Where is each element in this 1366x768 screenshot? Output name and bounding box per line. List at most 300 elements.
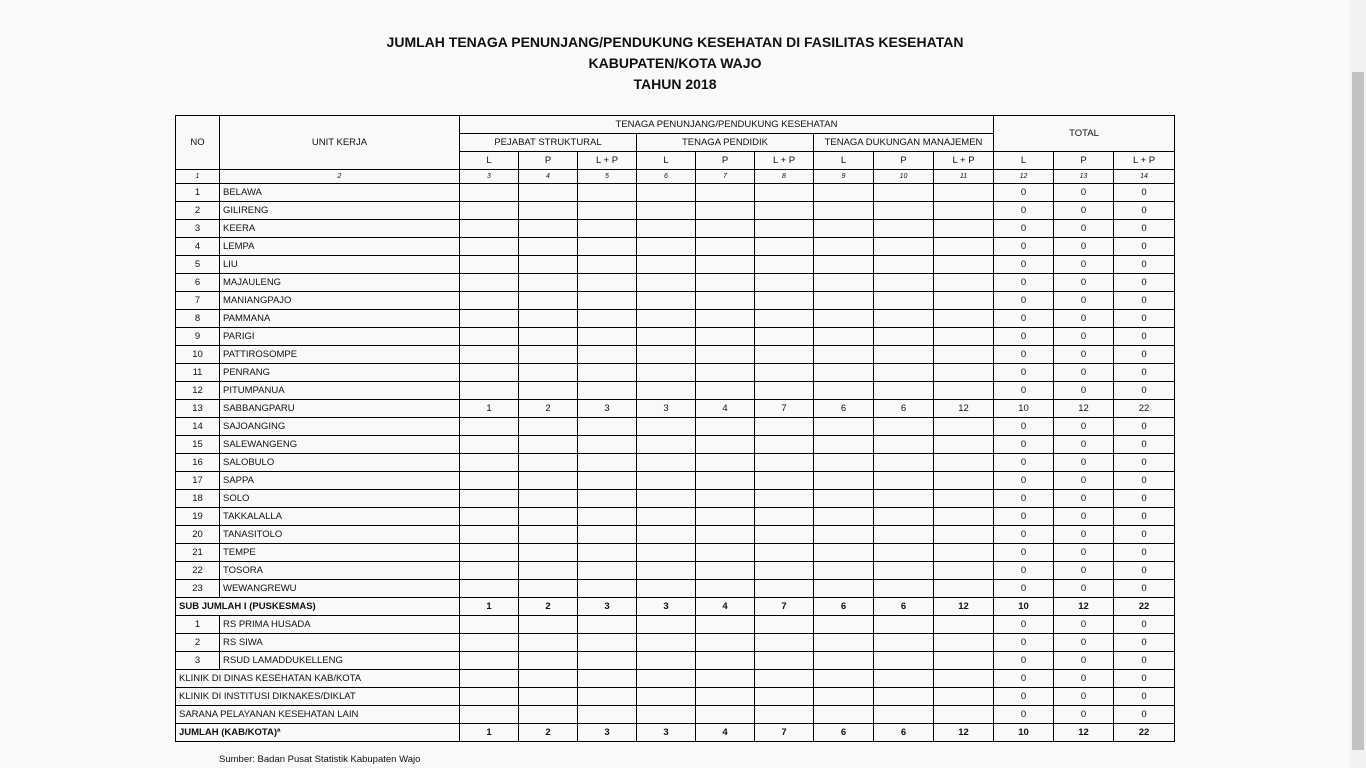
unit-name: MANIANGPAJO	[220, 292, 460, 310]
row-number: 3	[176, 652, 220, 670]
value-cell	[696, 310, 755, 328]
value-cell	[814, 310, 874, 328]
value-cell	[519, 670, 578, 688]
value-cell	[814, 562, 874, 580]
value-cell: 0	[994, 346, 1054, 364]
value-cell: 10	[994, 400, 1054, 418]
value-cell	[696, 436, 755, 454]
value-cell: 0	[1114, 472, 1175, 490]
value-cell: 0	[1054, 310, 1114, 328]
value-cell	[578, 562, 637, 580]
value-cell	[519, 292, 578, 310]
value-cell: 0	[1114, 364, 1175, 382]
value-cell	[460, 328, 519, 346]
row-number: 12	[176, 382, 220, 400]
value-cell: 7	[755, 400, 814, 418]
value-cell	[755, 238, 814, 256]
value-cell	[696, 490, 755, 508]
value-cell: 0	[994, 220, 1054, 238]
value-cell: 12	[934, 598, 994, 616]
value-cell: 0	[1054, 382, 1114, 400]
unit-name: TEMPE	[220, 544, 460, 562]
value-cell	[460, 472, 519, 490]
table-row	[176, 292, 1175, 310]
header-index-row	[176, 170, 1175, 184]
value-cell	[637, 490, 696, 508]
value-cell: 7	[755, 598, 814, 616]
value-cell	[637, 634, 696, 652]
table-row	[176, 256, 1175, 274]
value-cell: 0	[1054, 688, 1114, 706]
value-cell: 12	[934, 400, 994, 418]
value-cell: 1	[460, 598, 519, 616]
value-cell: 0	[1054, 562, 1114, 580]
value-cell: 0	[1054, 274, 1114, 292]
value-cell	[637, 706, 696, 724]
value-cell	[814, 688, 874, 706]
value-cell: 0	[994, 562, 1054, 580]
value-cell: 0	[1114, 508, 1175, 526]
value-cell: 0	[1114, 382, 1175, 400]
title-line-2: KABUPATEN/KOTA WAJO	[588, 55, 762, 71]
value-cell	[637, 256, 696, 274]
value-cell: 4	[696, 598, 755, 616]
value-cell	[578, 688, 637, 706]
value-cell	[519, 454, 578, 472]
table-row	[176, 328, 1175, 346]
value-cell	[578, 508, 637, 526]
value-cell	[874, 202, 934, 220]
value-cell	[755, 526, 814, 544]
value-cell	[755, 256, 814, 274]
column-index-cell: 9	[814, 170, 874, 184]
value-cell: 0	[1054, 508, 1114, 526]
value-cell	[460, 364, 519, 382]
title-line-3: TAHUN 2018	[633, 76, 717, 92]
value-cell	[755, 490, 814, 508]
column-index-cell: 8	[755, 170, 814, 184]
value-cell	[637, 508, 696, 526]
value-cell	[519, 544, 578, 562]
row-number: 1	[176, 184, 220, 202]
value-cell: 0	[994, 238, 1054, 256]
value-cell: 0	[994, 382, 1054, 400]
value-cell: 0	[1054, 652, 1114, 670]
column-index-cell: 12	[994, 170, 1054, 184]
header-total: TOTAL	[994, 116, 1175, 152]
value-cell	[460, 634, 519, 652]
table-row	[176, 436, 1175, 454]
header-unit-kerja: UNIT KERJA	[220, 116, 460, 170]
value-cell: 6	[874, 724, 934, 742]
value-cell	[814, 454, 874, 472]
value-cell	[578, 670, 637, 688]
value-cell: 0	[1054, 220, 1114, 238]
header-sex-cell: L	[814, 152, 874, 170]
value-cell	[814, 634, 874, 652]
value-cell: 0	[1114, 220, 1175, 238]
value-cell	[578, 652, 637, 670]
value-cell	[460, 562, 519, 580]
value-cell	[874, 670, 934, 688]
value-cell: 22	[1114, 598, 1175, 616]
value-cell	[637, 310, 696, 328]
value-cell	[874, 274, 934, 292]
value-cell	[934, 346, 994, 364]
table-row	[176, 310, 1175, 328]
value-cell	[696, 202, 755, 220]
value-cell	[519, 256, 578, 274]
value-cell	[814, 706, 874, 724]
value-cell: 0	[1054, 292, 1114, 310]
value-cell: 0	[1114, 310, 1175, 328]
value-cell: 0	[994, 670, 1054, 688]
value-cell	[519, 706, 578, 724]
value-cell	[460, 508, 519, 526]
value-cell	[874, 454, 934, 472]
value-cell	[637, 472, 696, 490]
row-number: 21	[176, 544, 220, 562]
header-sex-cell: L + P	[934, 152, 994, 170]
value-cell	[696, 562, 755, 580]
value-cell	[814, 274, 874, 292]
value-cell: 0	[1114, 688, 1175, 706]
value-cell	[934, 634, 994, 652]
value-cell	[519, 418, 578, 436]
value-cell	[696, 184, 755, 202]
value-cell	[578, 490, 637, 508]
value-cell: 0	[994, 418, 1054, 436]
table-row	[176, 184, 1175, 202]
table-row	[176, 346, 1175, 364]
row-number: 9	[176, 328, 220, 346]
report-title	[0, 32, 1350, 95]
value-cell	[460, 454, 519, 472]
value-cell	[755, 616, 814, 634]
value-cell	[814, 670, 874, 688]
value-cell	[755, 688, 814, 706]
value-cell	[519, 472, 578, 490]
value-cell	[755, 364, 814, 382]
unit-name: BELAWA	[220, 184, 460, 202]
value-cell	[814, 544, 874, 562]
value-cell: 0	[994, 688, 1054, 706]
value-cell: 0	[1054, 454, 1114, 472]
value-cell: 4	[696, 400, 755, 418]
value-cell	[874, 220, 934, 238]
value-cell	[934, 688, 994, 706]
value-cell	[460, 310, 519, 328]
value-cell	[814, 472, 874, 490]
value-cell	[874, 292, 934, 310]
value-cell	[460, 346, 519, 364]
value-cell: 0	[1114, 634, 1175, 652]
table-row	[176, 526, 1175, 544]
value-cell	[934, 706, 994, 724]
column-index-cell: 7	[696, 170, 755, 184]
row-label: JUMLAH (KAB/KOTA)ª	[176, 724, 460, 742]
value-cell	[696, 472, 755, 490]
row-number: 18	[176, 490, 220, 508]
value-cell	[696, 544, 755, 562]
value-cell	[519, 238, 578, 256]
value-cell: 2	[519, 598, 578, 616]
value-cell: 10	[994, 724, 1054, 742]
table-row	[176, 202, 1175, 220]
unit-name: SALOBULO	[220, 454, 460, 472]
value-cell	[519, 526, 578, 544]
value-cell	[519, 616, 578, 634]
row-label: KLINIK DI INSTITUSI DIKNAKES/DIKLAT	[176, 688, 460, 706]
table-row	[176, 364, 1175, 382]
column-index-cell: 4	[519, 170, 578, 184]
value-cell: 0	[994, 634, 1054, 652]
value-cell: 7	[755, 724, 814, 742]
value-cell: 10	[994, 598, 1054, 616]
value-cell	[519, 220, 578, 238]
value-cell: 0	[1114, 490, 1175, 508]
value-cell	[460, 526, 519, 544]
value-cell	[814, 580, 874, 598]
row-number: 13	[176, 400, 220, 418]
value-cell: 0	[1114, 652, 1175, 670]
value-cell	[934, 580, 994, 598]
data-table	[175, 115, 1175, 742]
value-cell: 0	[1114, 292, 1175, 310]
value-cell	[934, 382, 994, 400]
header-sex-cell: P	[696, 152, 755, 170]
value-cell	[755, 184, 814, 202]
table-row	[176, 490, 1175, 508]
unit-name: SABBANGPARU	[220, 400, 460, 418]
value-cell: 0	[994, 454, 1054, 472]
value-cell	[460, 706, 519, 724]
value-cell	[755, 436, 814, 454]
unit-name: LIU	[220, 256, 460, 274]
row-label: KLINIK DI DINAS KESEHATAN KAB/KOTA	[176, 670, 460, 688]
value-cell: 0	[1054, 184, 1114, 202]
value-cell	[637, 670, 696, 688]
value-cell	[874, 184, 934, 202]
table-row	[176, 472, 1175, 490]
value-cell	[755, 580, 814, 598]
value-cell	[755, 328, 814, 346]
value-cell	[874, 688, 934, 706]
header-subgroup: TENAGA DUKUNGAN MANAJEMEN	[814, 134, 994, 152]
value-cell: 0	[1114, 616, 1175, 634]
column-index-cell: 13	[1054, 170, 1114, 184]
row-number: 15	[176, 436, 220, 454]
value-cell: 22	[1114, 400, 1175, 418]
value-cell	[578, 202, 637, 220]
value-cell	[934, 490, 994, 508]
value-cell	[637, 202, 696, 220]
value-cell: 3	[637, 400, 696, 418]
value-cell: 12	[1054, 724, 1114, 742]
value-cell	[934, 526, 994, 544]
value-cell	[460, 382, 519, 400]
table-row	[176, 634, 1175, 652]
value-cell	[934, 274, 994, 292]
value-cell	[460, 544, 519, 562]
value-cell	[934, 454, 994, 472]
value-cell	[934, 292, 994, 310]
header-sex-cell: P	[1054, 152, 1114, 170]
value-cell	[934, 544, 994, 562]
value-cell	[578, 526, 637, 544]
unit-name: LEMPA	[220, 238, 460, 256]
value-cell	[874, 418, 934, 436]
unit-name: TAKKALALLA	[220, 508, 460, 526]
value-cell: 2	[519, 400, 578, 418]
value-cell	[460, 688, 519, 706]
value-cell	[814, 328, 874, 346]
value-cell: 1	[460, 400, 519, 418]
header-sex-cell: L	[637, 152, 696, 170]
value-cell	[934, 652, 994, 670]
value-cell	[519, 652, 578, 670]
value-cell: 22	[1114, 724, 1175, 742]
value-cell: 0	[1054, 256, 1114, 274]
value-cell	[755, 634, 814, 652]
value-cell	[578, 364, 637, 382]
unit-name: PATTIROSOMPE	[220, 346, 460, 364]
value-cell	[934, 202, 994, 220]
value-cell	[814, 508, 874, 526]
value-cell	[874, 472, 934, 490]
value-cell: 0	[1114, 184, 1175, 202]
value-cell	[578, 382, 637, 400]
value-cell: 0	[994, 184, 1054, 202]
value-cell: 3	[637, 598, 696, 616]
value-cell	[637, 616, 696, 634]
value-cell: 0	[994, 616, 1054, 634]
value-cell	[814, 256, 874, 274]
value-cell	[874, 382, 934, 400]
value-cell	[519, 310, 578, 328]
value-cell	[874, 526, 934, 544]
value-cell: 6	[874, 400, 934, 418]
value-cell	[755, 562, 814, 580]
value-cell	[755, 508, 814, 526]
header-sex-cell: L + P	[578, 152, 637, 170]
value-cell	[578, 418, 637, 436]
value-cell	[460, 436, 519, 454]
value-cell	[460, 184, 519, 202]
value-cell	[578, 472, 637, 490]
value-cell	[934, 418, 994, 436]
value-cell	[934, 616, 994, 634]
column-index-cell: 14	[1114, 170, 1175, 184]
value-cell	[814, 184, 874, 202]
row-number: 2	[176, 634, 220, 652]
table-row	[176, 238, 1175, 256]
table-row	[176, 652, 1175, 670]
value-cell	[637, 418, 696, 436]
value-cell	[755, 706, 814, 724]
value-cell	[755, 310, 814, 328]
unit-name: GILIRENG	[220, 202, 460, 220]
row-number: 23	[176, 580, 220, 598]
unit-name: RS PRIMA HUSADA	[220, 616, 460, 634]
value-cell	[578, 706, 637, 724]
value-cell	[460, 220, 519, 238]
value-cell	[460, 292, 519, 310]
value-cell	[696, 292, 755, 310]
value-cell: 0	[1054, 364, 1114, 382]
value-cell	[637, 346, 696, 364]
value-cell	[934, 562, 994, 580]
value-cell: 6	[874, 598, 934, 616]
source-note: Sumber: Badan Pusat Statistik Kabupaten Wajo	[219, 754, 421, 765]
value-cell: 0	[1054, 706, 1114, 724]
value-cell	[696, 256, 755, 274]
value-cell	[814, 616, 874, 634]
unit-name: TANASITOLO	[220, 526, 460, 544]
value-cell: 0	[994, 274, 1054, 292]
value-cell: 0	[994, 256, 1054, 274]
header-subgroup: PEJABAT STRUKTURAL	[460, 134, 637, 152]
value-cell	[578, 292, 637, 310]
value-cell	[755, 544, 814, 562]
value-cell	[814, 346, 874, 364]
value-cell	[578, 634, 637, 652]
column-index-cell: 6	[637, 170, 696, 184]
unit-name: PAMMANA	[220, 310, 460, 328]
table-row	[176, 544, 1175, 562]
value-cell	[637, 436, 696, 454]
value-cell: 0	[994, 328, 1054, 346]
row-number: 7	[176, 292, 220, 310]
value-cell	[637, 688, 696, 706]
value-cell	[696, 346, 755, 364]
value-cell: 0	[994, 508, 1054, 526]
value-cell: 6	[814, 598, 874, 616]
value-cell	[874, 436, 934, 454]
value-cell	[934, 670, 994, 688]
unit-name: TOSORA	[220, 562, 460, 580]
value-cell: 0	[1054, 616, 1114, 634]
table-row	[176, 562, 1175, 580]
value-cell	[696, 274, 755, 292]
value-cell	[934, 184, 994, 202]
value-cell	[460, 274, 519, 292]
table-row	[176, 580, 1175, 598]
header-sex-cell: L + P	[755, 152, 814, 170]
value-cell	[696, 670, 755, 688]
unit-name: PARIGI	[220, 328, 460, 346]
value-cell: 0	[994, 202, 1054, 220]
value-cell	[874, 562, 934, 580]
value-cell: 0	[1114, 202, 1175, 220]
scrollbar-thumb[interactable]	[1352, 72, 1364, 750]
row-label: SARANA PELAYANAN KESEHATAN LAIN	[176, 706, 460, 724]
unit-name: SALEWANGENG	[220, 436, 460, 454]
value-cell	[934, 256, 994, 274]
value-cell: 0	[994, 292, 1054, 310]
unit-name: PITUMPANUA	[220, 382, 460, 400]
value-cell	[874, 508, 934, 526]
value-cell	[814, 202, 874, 220]
value-cell	[755, 418, 814, 436]
vertical-scrollbar[interactable]	[1350, 0, 1366, 768]
value-cell	[755, 472, 814, 490]
value-cell	[755, 652, 814, 670]
value-cell	[637, 328, 696, 346]
value-cell	[637, 364, 696, 382]
value-cell: 2	[519, 724, 578, 742]
value-cell	[696, 688, 755, 706]
